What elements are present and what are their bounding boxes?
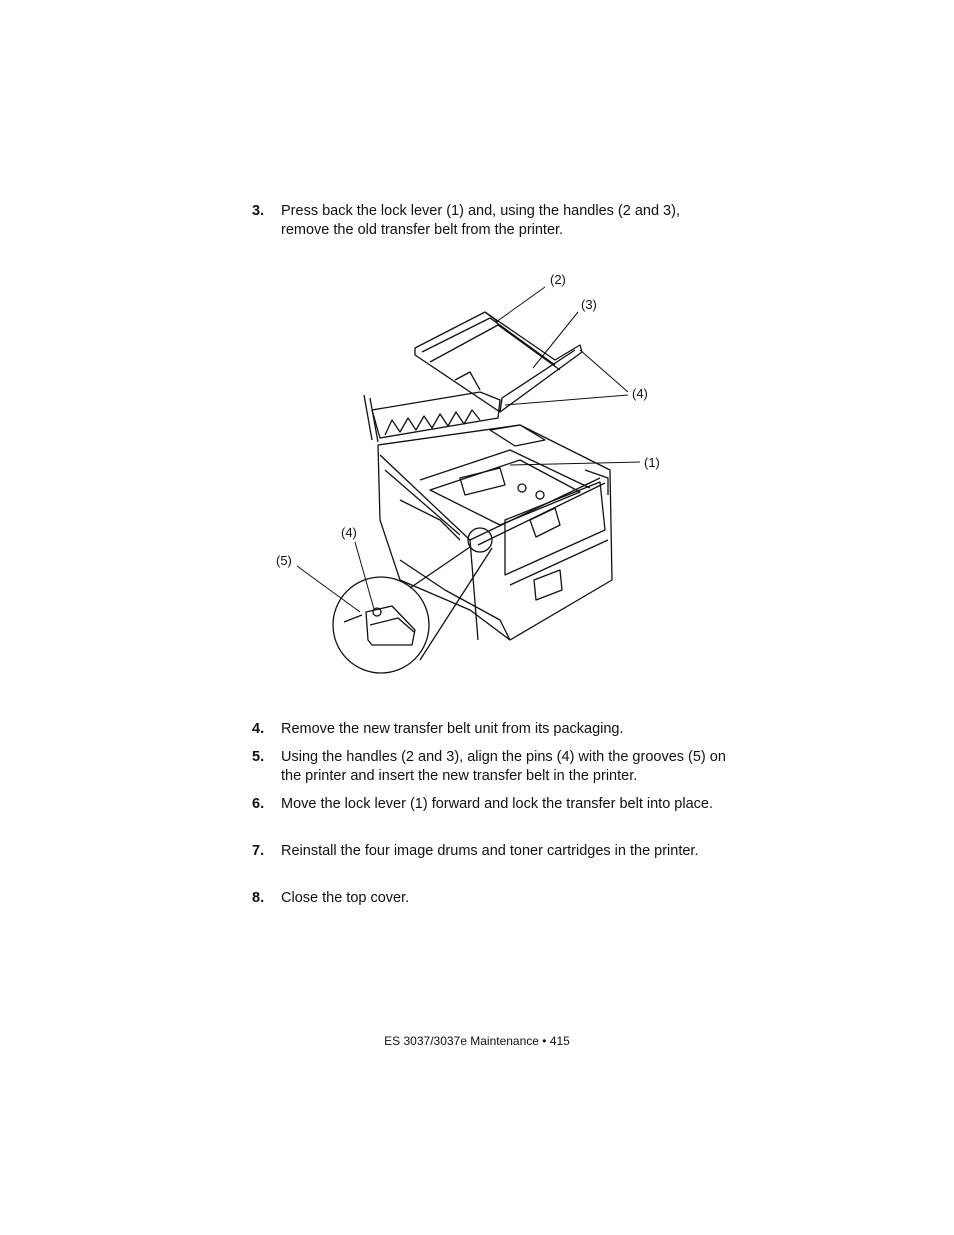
step-number: 4.: [252, 721, 265, 737]
step-number: 3.: [252, 203, 265, 219]
step-text: Press back the lock lever (1) and, using the handles (2 and 3), remove the old transfer belt from the printer.: [281, 203, 680, 238]
step-text: Close the top cover.: [281, 890, 410, 906]
page-footer: ES 3037/3037e Maintenance • 415: [384, 1034, 570, 1048]
transfer-belt-figure: [270, 265, 670, 680]
step-text: Reinstall the four image drums and toner cartridges in the printer.: [281, 843, 699, 859]
step-text: Move the lock lever (1) forward and lock the transfer belt into place.: [281, 796, 713, 812]
open-top-cover: [364, 392, 500, 442]
step-7: [252, 842, 732, 861]
step-6: [252, 795, 732, 814]
step-4: [252, 720, 732, 739]
step-text: Using the handles (2 and 3), align the pins (4) with the grooves (5) on the printer and insert the new transfer belt in the printer.: [281, 749, 726, 784]
printer-body: [378, 425, 612, 640]
callout-4-label: (4): [632, 386, 648, 401]
step-text: Remove the new transfer belt unit from its packaging.: [281, 721, 624, 737]
step-8: [252, 889, 732, 908]
step-number: 5.: [252, 749, 265, 765]
callout-1-label: (1): [644, 455, 660, 470]
step-5: [252, 748, 732, 786]
transfer-belt-unit: [415, 312, 582, 412]
leader-lines: [297, 287, 640, 612]
step-number: 7.: [252, 843, 265, 859]
step-number: 8.: [252, 890, 265, 906]
callout-4-detail-label: (4): [341, 525, 357, 540]
step-3: [252, 202, 732, 240]
step-number: 6.: [252, 796, 265, 812]
callout-3-label: (3): [581, 297, 597, 312]
callout-2-label: (2): [550, 272, 566, 287]
callout-5-label: (5): [276, 553, 292, 568]
